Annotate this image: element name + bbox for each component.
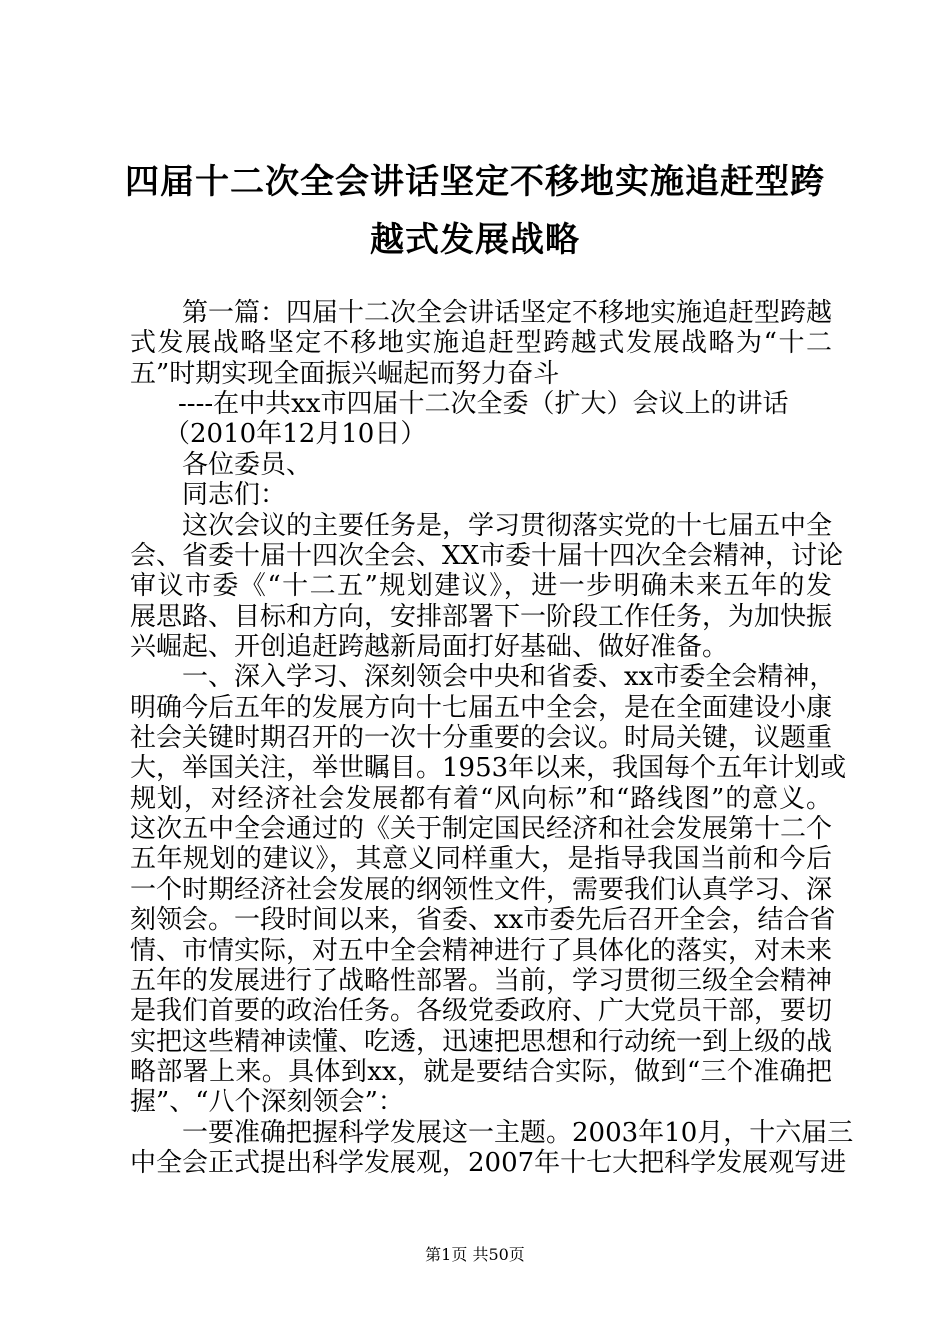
body-text-line: 这次会议的主要任务是，学习贯彻落实党的十七届五中全	[182, 510, 833, 541]
body-text-line: 五年规划的建议》，其意义同样重大，是指导我国当前和今后	[130, 844, 832, 875]
body-text-line: ----在中共xx市四届十二次全委（扩大）会议上的讲话	[178, 389, 789, 420]
body-text-line: 会、省委十届十四次全会、XX市委十届十四次全会精神，讨论	[130, 540, 844, 571]
body-text-line: 是我们首要的政治任务。各级党委政府、广大党员干部，要切	[130, 996, 833, 1027]
body-text-line: 式发展战略坚定不移地实施追赶型跨越式发展战略为“十二	[130, 328, 832, 359]
body-text-line: 一、深入学习、深刻领会中央和省委、xx市委全会精神，	[182, 662, 836, 693]
body-text-line: 实把这些精神读懂、吃透，迅速把思想和行动统一到上级的战	[130, 1026, 833, 1057]
body-text-line: 略部署上来。具体到xx，就是要结合实际，做到“三个准确把	[130, 1056, 832, 1087]
body-text-line: 大，举国关注，举世瞩目。1953年以来，我国每个五年计划或	[130, 753, 847, 784]
body-text-line: 规划，对经济社会发展都有着“风向标”和“路线图”的意义。	[130, 783, 832, 814]
document-title-line-1: 四届十二次全会讲话坚定不移地实施追赶型跨	[125, 162, 825, 202]
body-text-line: 第一篇：四届十二次全会讲话坚定不移地实施追赶型跨越	[182, 298, 833, 328]
body-text-line: 五”时期实现全面振兴崛起而努力奋斗	[130, 358, 560, 389]
body-text-line: 五年的发展进行了战略性部署。当前，学习贯彻三级全会精神	[130, 965, 833, 996]
body-text-line: 审议市委《“十二五”规划建议》，进一步明确未来五年的发	[130, 571, 832, 602]
body-text-line: 各位委员、	[182, 449, 313, 480]
body-text-line: 明确今后五年的发展方向十七届五中全会，是在全面建设小康	[130, 692, 833, 723]
body-text-line: 这次五中全会通过的《关于制定国民经济和社会发展第十二个	[130, 814, 833, 845]
document-title-line-2: 越式发展战略	[370, 220, 580, 260]
body-text-line: 中全会正式提出科学发展观，2007年十七大把科学发展观写进	[130, 1148, 847, 1179]
body-text-line: 同志们：	[182, 480, 287, 511]
body-text-line: 一要准确把握科学发展这一主题。2003年10月，十六届三	[182, 1117, 854, 1148]
body-text-line: 刻领会。一段时间以来，省委、xx市委先后召开全会，结合省	[130, 905, 836, 936]
body-text-line: 情、市情实际，对五中全会精神进行了具体化的落实，对未来	[130, 935, 833, 966]
body-text-line: 兴崛起、开创追赶跨越新局面打好基础、做好准备。	[130, 631, 729, 662]
body-text-line: 一个时期经济社会发展的纲领性文件，需要我们认真学习、深	[130, 874, 833, 905]
body-text-line: 展思路、目标和方向，安排部署下一阶段工作任务，为加快振	[130, 601, 833, 632]
body-text-line: （2010年12月10日）	[164, 419, 427, 450]
body-text-line: 握”、“八个深刻领会”：	[130, 1087, 404, 1118]
body-text-line: 社会关键时期召开的一次十分重要的会议。时局关键，议题重	[130, 723, 833, 754]
page-footer: 第1页 共50页	[425, 1245, 525, 1264]
document-body	[130, 298, 854, 1179]
